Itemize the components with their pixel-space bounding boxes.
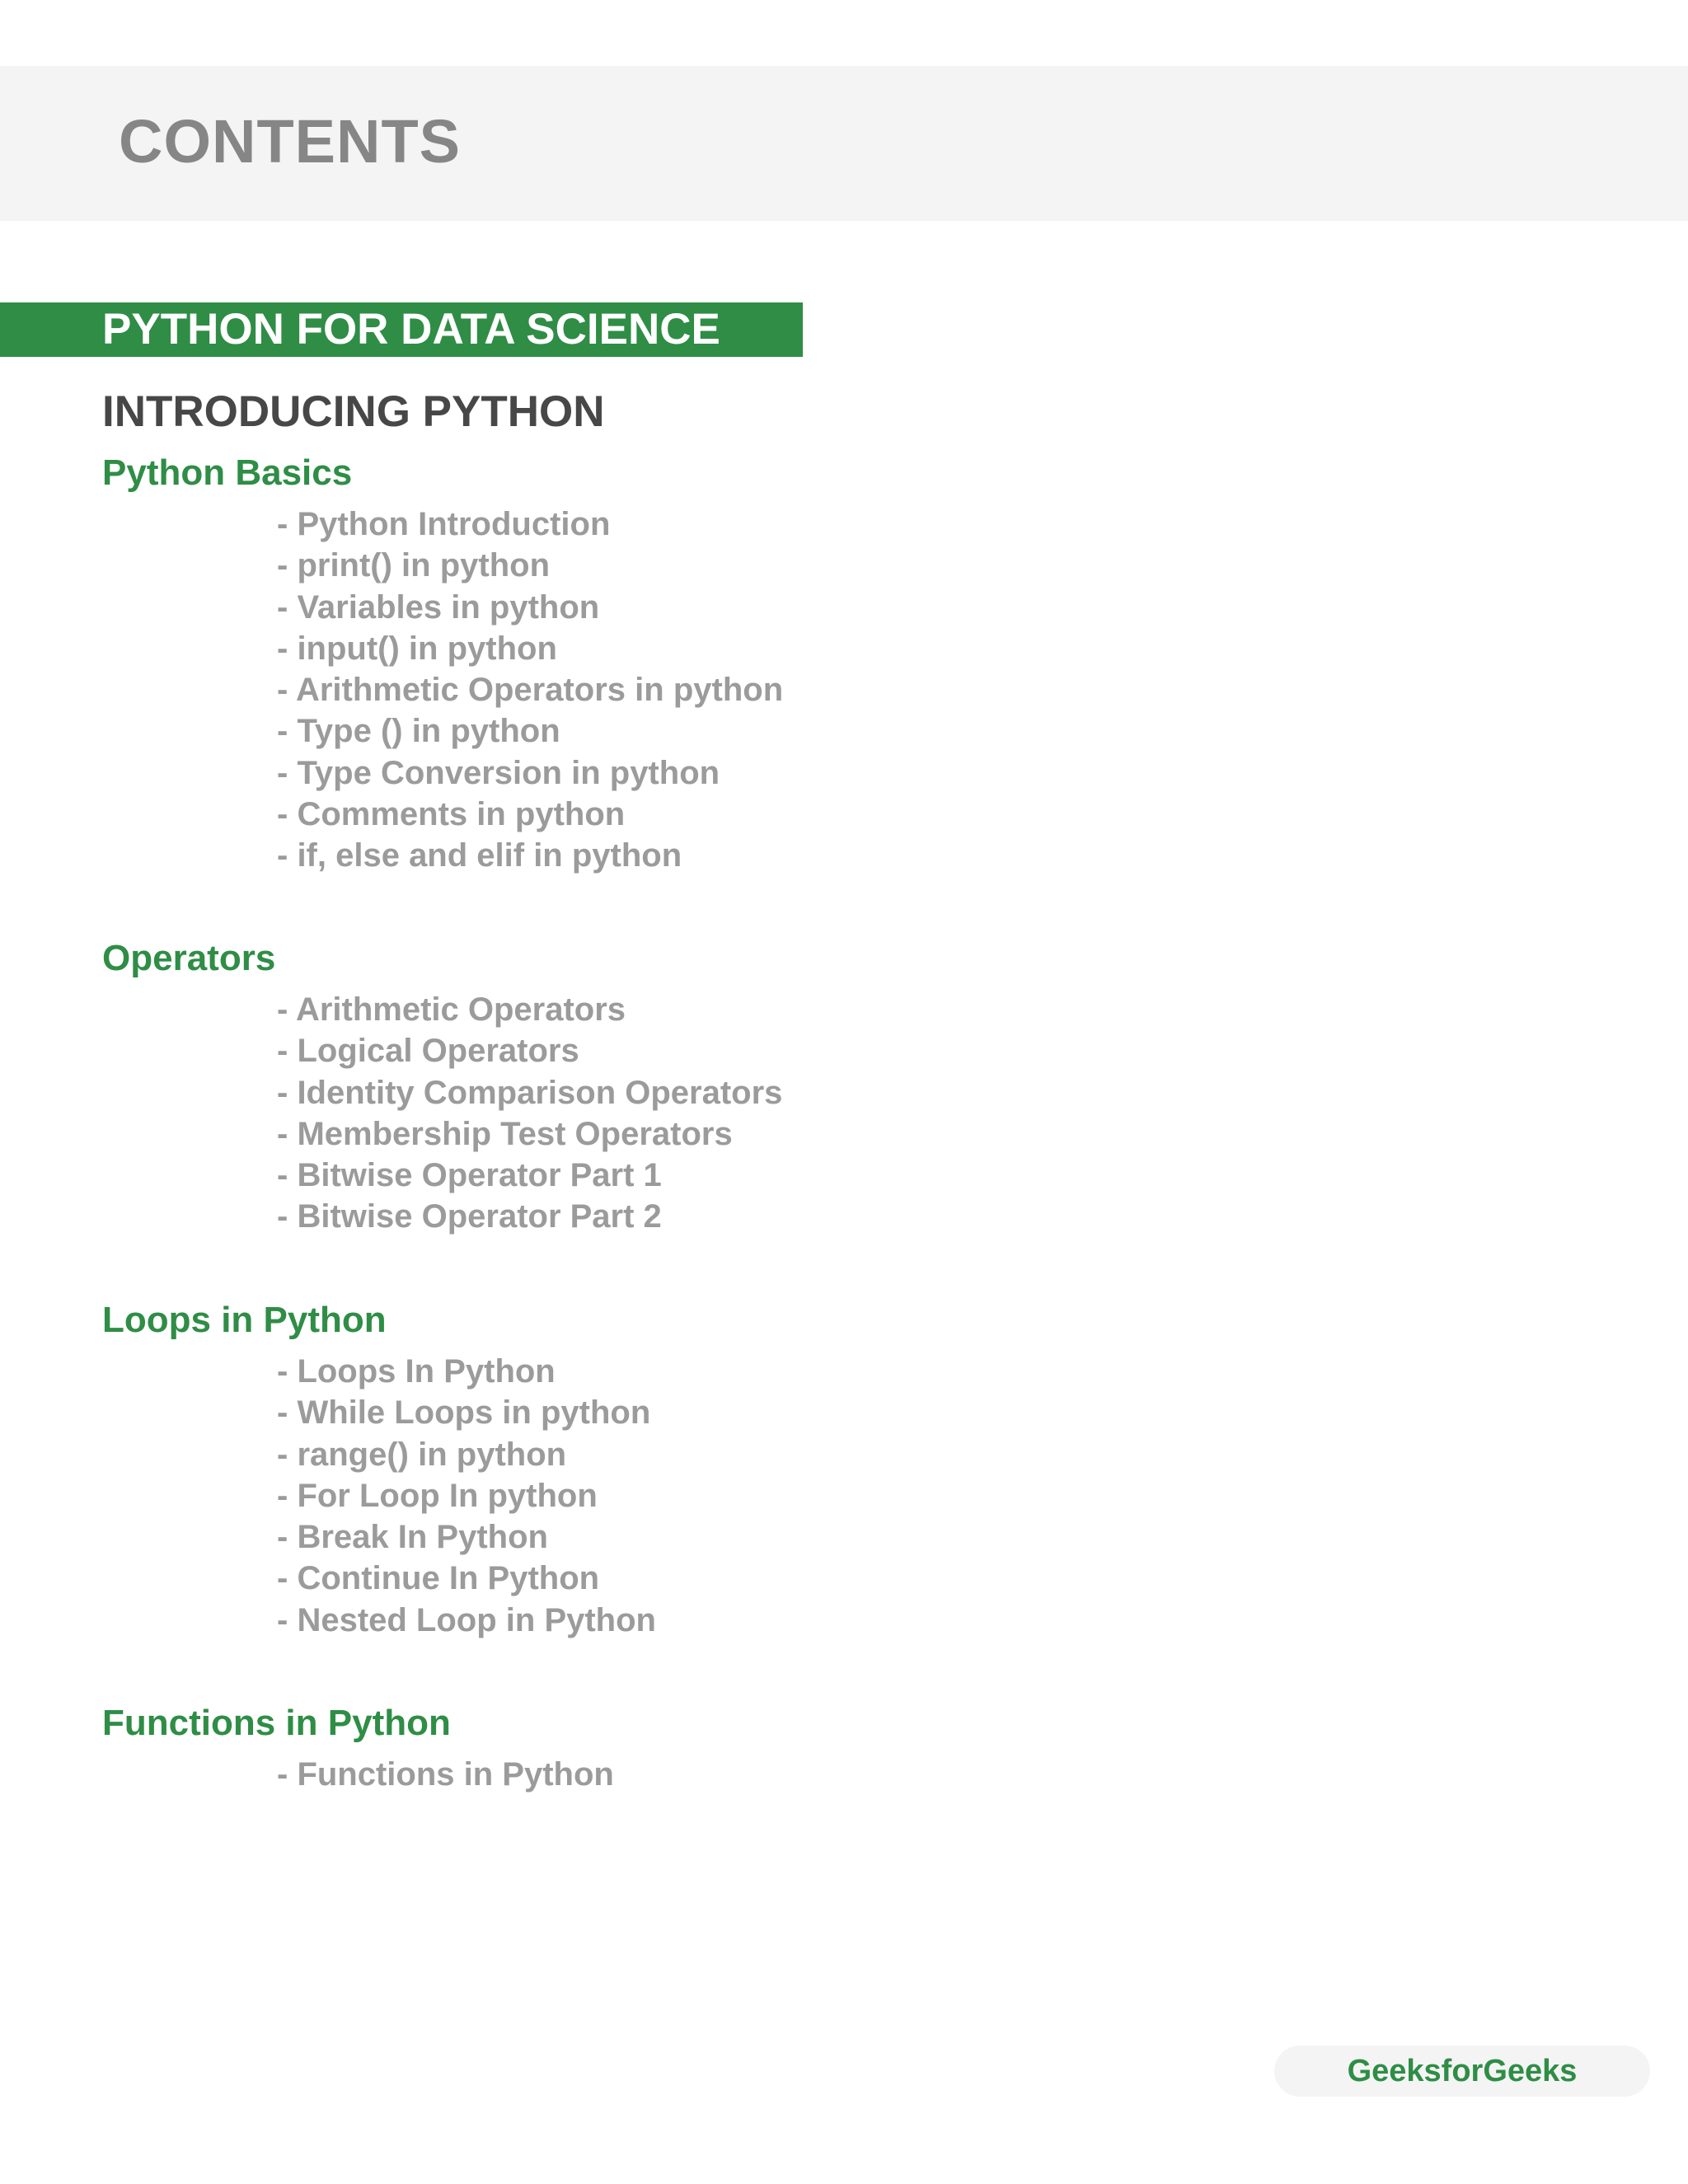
toc-item[interactable]: - Continue In Python [277,1558,656,1599]
topic-title[interactable]: Loops in Python [102,1300,387,1340]
toc-item[interactable]: - Logical Operators [277,1030,782,1071]
toc-item[interactable]: - input() in python [277,628,783,669]
toc-item[interactable]: - Type () in python [277,710,783,752]
toc-item[interactable]: - Python Introduction [277,504,783,545]
chapter-title: INTRODUCING PYTHON [102,387,605,436]
topic-item-list [102,989,782,1238]
toc-item[interactable]: - print() in python [277,545,783,586]
topic-item-list [102,1351,656,1641]
brand-logo: GeeksforGeeks [1347,2054,1578,2088]
section-title: PYTHON FOR DATA SCIENCE [102,305,720,354]
page-title: CONTENTS [119,107,461,176]
topic-python-basics [102,449,783,877]
toc-item[interactable]: - Bitwise Operator Part 2 [277,1196,782,1237]
toc-item[interactable]: - Type Conversion in python [277,752,783,794]
topic-item-list [102,1754,614,1795]
topic-operators [102,935,782,1238]
topic-loops-in-python [102,1296,656,1641]
toc-item[interactable]: - Nested Loop in Python [277,1600,656,1641]
topic-title[interactable]: Operators [102,938,276,978]
toc-item[interactable]: - Membership Test Operators [277,1113,782,1155]
section-banner [0,302,803,357]
toc-item[interactable]: - Arithmetic Operators in python [277,669,783,710]
topic-title[interactable]: Functions in Python [102,1703,451,1743]
toc-item[interactable]: - Functions in Python [277,1754,614,1795]
footer-brand-pill [1274,2046,1650,2097]
toc-item[interactable]: - Bitwise Operator Part 1 [277,1155,782,1196]
toc-item[interactable]: - Arithmetic Operators [277,989,782,1030]
toc-item[interactable]: - Variables in python [277,587,783,628]
topic-title[interactable]: Python Basics [102,452,353,493]
toc-item[interactable]: - For Loop In python [277,1475,656,1516]
toc-item[interactable]: - range() in python [277,1434,656,1475]
toc-item[interactable]: - if, else and elif in python [277,835,783,876]
toc-item[interactable]: - While Loops in python [277,1392,656,1433]
toc-item[interactable]: - Break In Python [277,1516,656,1558]
toc-item[interactable]: - Comments in python [277,794,783,835]
toc-item[interactable]: - Identity Comparison Operators [277,1072,782,1113]
topic-functions-in-python [102,1699,614,1795]
toc-item[interactable]: - Loops In Python [277,1351,656,1392]
topic-item-list [102,504,783,877]
